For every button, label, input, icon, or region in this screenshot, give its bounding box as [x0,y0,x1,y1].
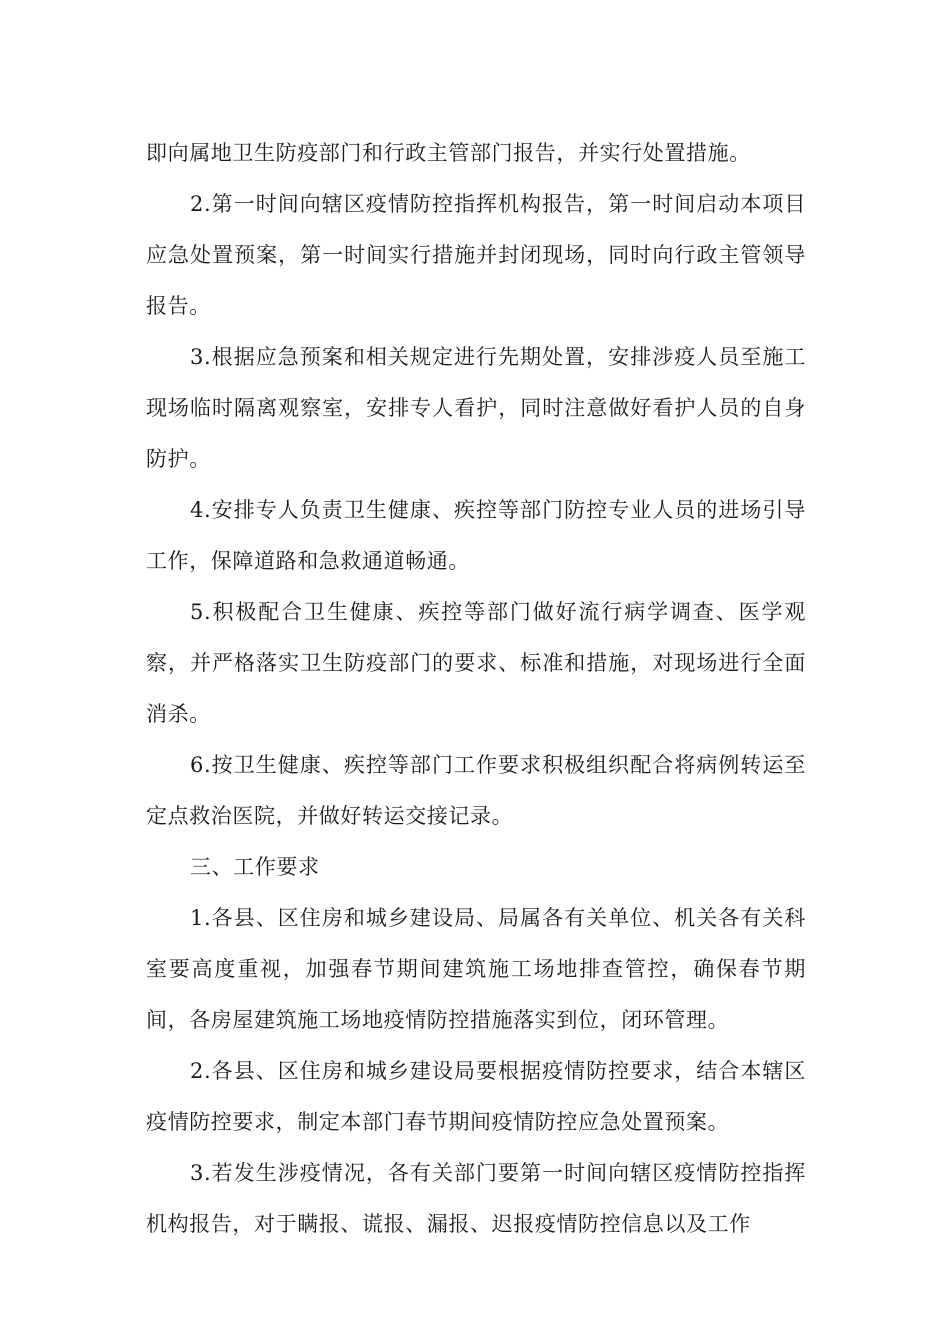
paragraph-item-5: 5.积极配合卫生健康、疾控等部门做好流行病学调查、医学观察，并严格落实卫生防疫部门的要求、标准和措施，对现场进行全面消杀。 [146,600,806,726]
paragraph-continuation: 即向属地卫生防疫部门和行政主管部门报告，并实行处置措施。 [146,141,751,165]
paragraph-item-2: 2.第一时间向辖区疫情防控指挥机构报告，第一时间启动本项目应急处置预案，第一时间实行措施并封闭现场，同时向行政主管领导报告。 [146,192,806,318]
paragraph-item-4: 4.安排专人负责卫生健康、疾控等部门防控专业人员的进场引导工作，保障道路和急救通道畅通。 [146,498,806,573]
paragraph-item-6: 6.按卫生健康、疾控等部门工作要求积极组织配合将病例转运至定点救治医院，并做好转运交接记录。 [146,753,806,828]
paragraph-item-3: 3.根据应急预案和相关规定进行先期处置，安排涉疫人员至施工现场临时隔离观察室，安排专人看护，同时注意做好看护人员的自身防护。 [146,345,806,471]
requirement-item-1: 1.各县、区住房和城乡建设局、局属各有关单位、机关各有关科室要高度重视，加强春节期间建筑施工场地排查管控，确保春节期间，各房屋建筑施工场地疫情防控措施落实到位，闭环管理。 [146,906,806,1032]
document-body [146,128,806,1250]
requirement-item-2: 2.各县、区住房和城乡建设局要根据疫情防控要求，结合本辖区疫情防控要求，制定本部门春节期间疫情防控应急处置预案。 [146,1059,806,1134]
section-heading: 三、工作要求 [190,855,320,879]
requirement-item-3: 3.若发生涉疫情况，各有关部门要第一时间向辖区疫情防控指挥机构报告，对于瞒报、谎报、漏报、迟报疫情防控信息以及工作 [146,1161,806,1236]
